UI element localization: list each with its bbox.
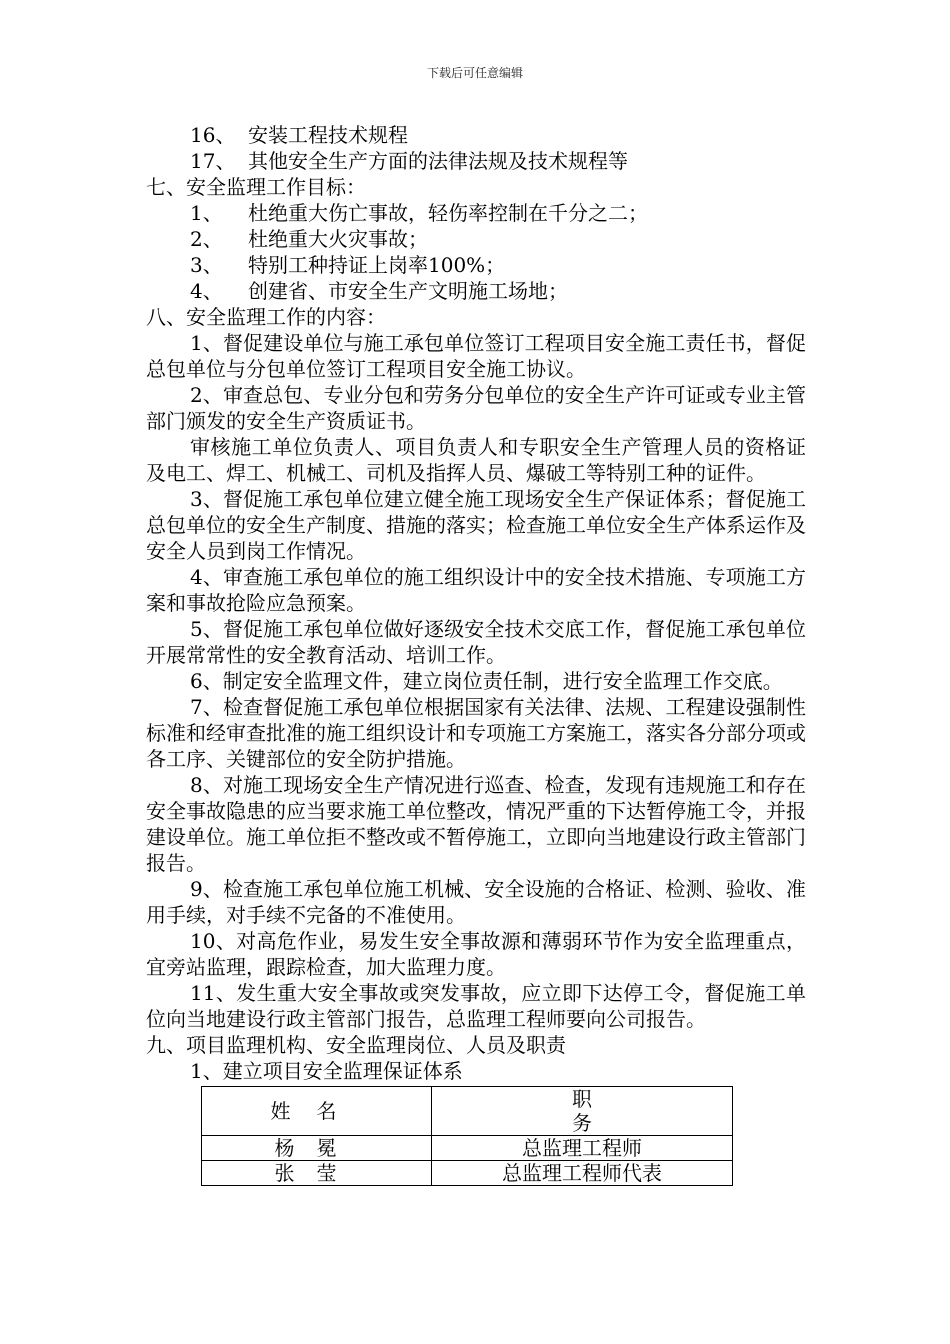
table-cell: 总监理工程师代表 — [432, 1161, 733, 1186]
table-header-row — [202, 1087, 733, 1136]
document-body — [146, 122, 806, 1186]
table-cell: 总监理工程师 — [432, 1136, 733, 1161]
list-item: 17、 其他安全生产方面的法律法规及技术规程等 — [190, 149, 628, 173]
paragraph: 9、检查施工承包单位施工机械、安全设施的合格证、检测、验收、准用手续，对手续不完备的不准使用。 — [146, 877, 806, 927]
page-header: 下载后可任意编辑 — [426, 66, 523, 80]
paragraph: 8、对施工现场安全生产情况进行巡查、检查，发现有违规施工和存在安全事故隐患的应当要求施工单位整改，情况严重的下达暂停施工令，并报建设单位。施工单位拒不整改或不暂停施工，立即向当地建设行政主管部门报告。 — [146, 773, 806, 875]
paragraph: 2、审查总包、专业分包和劳务分包单位的安全生产许可证或专业主管部门颁发的安全生产资质证书。 — [146, 383, 806, 433]
table-cell: 张莹 — [202, 1161, 432, 1186]
list-item: 3、 特别工种持证上岗率100%； — [190, 253, 506, 277]
subsection-title: 1、建立项目安全监理保证体系 — [190, 1059, 463, 1083]
list-item: 16、 安装工程技术规程 — [190, 123, 408, 147]
list-item: 1、 杜绝重大伤亡事故，轻伤率控制在千分之二； — [190, 201, 648, 225]
staff-table — [201, 1086, 733, 1186]
table-header-cell: 姓名 — [202, 1087, 432, 1136]
table-cell: 杨冕 — [202, 1136, 432, 1161]
paragraph: 6、制定安全监理文件，建立岗位责任制，进行安全监理工作交底。 — [190, 669, 783, 693]
table-header-cell: 职务 — [432, 1087, 733, 1136]
paragraph: 审核施工单位负责人、项目负责人和专职安全生产管理人员的资格证及电工、焊工、机械工、司机及指挥人员、爆破工等特别工种的证件。 — [146, 435, 806, 485]
table-row — [202, 1136, 733, 1161]
paragraph: 3、督促施工承包单位建立健全施工现场安全生产保证体系；督促施工总包单位的安全生产制度、措施的落实；检查施工单位安全生产体系运作及安全人员到岗工作情况。 — [146, 487, 806, 563]
section-title: 八、安全监理工作的内容： — [146, 305, 386, 329]
paragraph: 1、督促建设单位与施工承包单位签订工程项目安全施工责任书，督促总包单位与分包单位签订工程项目安全施工协议。 — [146, 331, 806, 381]
list-item: 2、 杜绝重大火灾事故； — [190, 227, 428, 251]
paragraph: 7、检查督促施工承包单位根据国家有关法律、法规、工程建设强制性标准和经审查批准的施工组织设计和专项施工方案施工，落实各分部分项或各工序、关键部位的安全防护措施。 — [146, 695, 806, 771]
list-item: 4、 创建省、市安全生产文明施工场地； — [190, 279, 568, 303]
table-row — [202, 1161, 733, 1186]
section-title: 七、安全监理工作目标： — [146, 175, 366, 199]
paragraph: 11、发生重大安全事故或突发事故，应立即下达停工令，督促施工单位向当地建设行政主管部门报告，总监理工程师要向公司报告。 — [146, 981, 806, 1031]
paragraph: 5、督促施工承包单位做好逐级安全技术交底工作，督促施工承包单位开展常常性的安全教育活动、培训工作。 — [146, 617, 806, 667]
paragraph: 10、对高危作业，易发生安全事故源和薄弱环节作为安全监理重点，宜旁站监理，跟踪检查，加大监理力度。 — [146, 929, 806, 979]
paragraph: 4、审查施工承包单位的施工组织设计中的安全技术措施、专项施工方案和事故抢险应急预案。 — [146, 565, 806, 615]
section-title: 九、项目监理机构、安全监理岗位、人员及职责 — [146, 1033, 566, 1057]
